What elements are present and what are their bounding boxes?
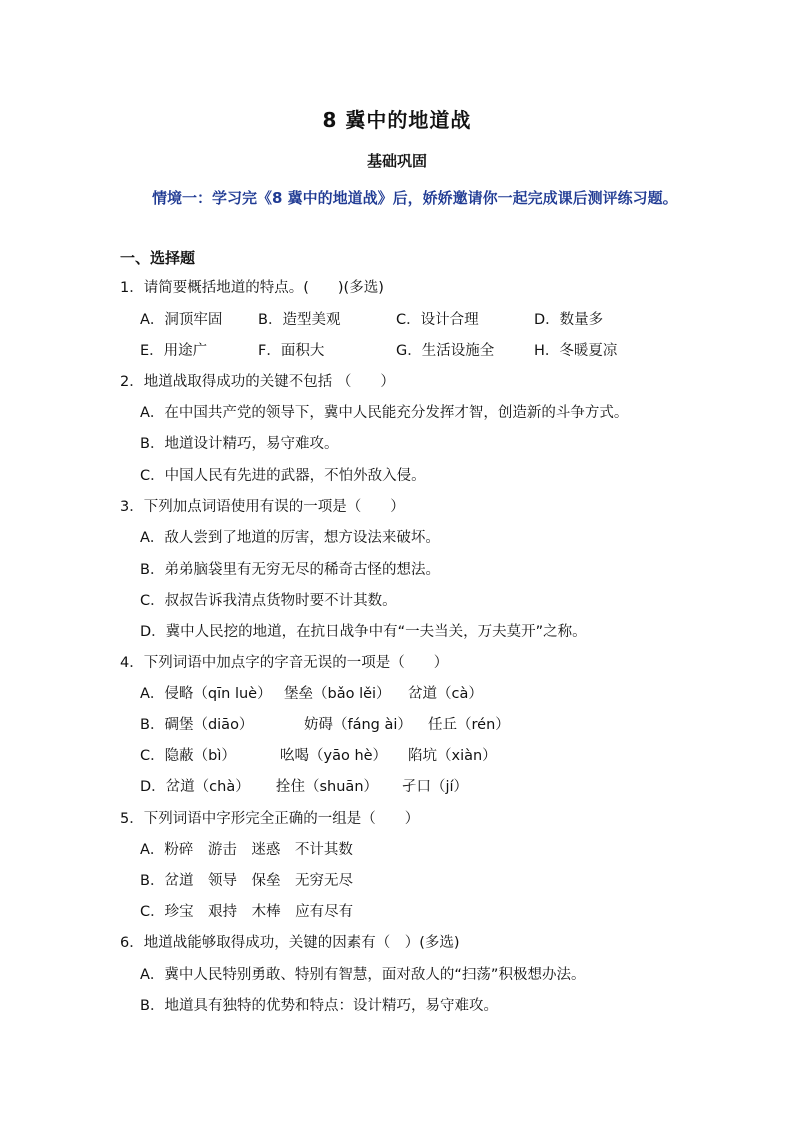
option: D．冀中人民挖的地道，在抗日战争中有“一夫当关，万夫莫开”之称。 [140,624,587,640]
option-word: 堡垒（bǎo lěi） [284,686,391,702]
option: F．面积大 [258,343,325,359]
option: D．数量多 [534,312,604,328]
option: B．碉堡（diāo） [140,717,254,733]
option-word: 拴住（shuān） [276,779,379,795]
option: A．敌人尝到了地道的厉害，想方设法来破坏。 [140,530,440,546]
option: B．造型美观 [258,312,341,328]
option: C．珍宝 艰持 木棒 应有尽有 [140,904,354,920]
option: B．岔道 领导 保垒 无穷无尽 [140,873,353,889]
question-stem: 5．下列词语中字形完全正确的一组是（ ） [120,811,420,827]
option-word: 岔道（cà） [408,686,483,702]
option: A．粉碎 游击 迷惑 不计其数 [140,842,353,858]
question-stem: 4．下列词语中加点字的字音无误的一项是（ ） [120,655,449,671]
option: B．弟弟脑袋里有无穷无尽的稀奇古怪的想法。 [140,562,440,578]
question-stem: 1．请简要概括地道的特点。( )(多选) [120,280,384,296]
context-paragraph: 情境一：学习完《8 冀中的地道战》后，娇娇邀请你一起完成课后测评练习题。 [152,189,678,207]
option: D．岔道（chà） [140,779,250,795]
option-word: 妨碍（fáng ài） [304,717,412,733]
question-stem: 2．地道战取得成功的关键不包括 （ ） [120,374,395,390]
option-row [140,310,680,330]
option: H．冬暖夏凉 [534,343,618,359]
option: B．地道设计精巧，易守难攻。 [140,436,339,452]
section-heading: 一、选择题 [120,249,196,267]
option: A．冀中人民特别勇敢、特别有智慧，面对敌人的“扫荡”积极想办法。 [140,967,586,983]
question-stem: 3．下列加点词语使用有误的一项是（ ） [120,499,405,515]
option-row [140,777,680,797]
option: G．生活设施全 [396,343,495,359]
option: E．用途广 [140,343,208,359]
option-row [140,684,680,704]
option-row [140,715,680,735]
option: C．中国人民有先进的武器，不怕外敌入侵。 [140,468,426,484]
option: C．叔叔告诉我清点货物时要不计其数。 [140,593,397,609]
option-word: 吆喝（yāo hè） [280,748,388,764]
option: C．隐蔽（bì） [140,748,236,764]
option-word: 任丘（rén） [428,717,510,733]
option-word: 陷坑（xiàn） [408,748,497,764]
option-row [140,341,680,361]
option: A．洞顶牢固 [140,312,223,328]
section-subtitle: 基础巩固 [366,152,427,170]
option: A．侵略（qīn luè） [140,686,272,702]
option: A．在中国共产党的领导下，冀中人民能充分发挥才智，创造新的斗争方式。 [140,405,629,421]
option: B．地道具有独特的优势和特点：设计精巧，易守难攻。 [140,998,498,1014]
option: C．设计合理 [396,312,479,328]
page-title: 8 冀中的地道战 [322,108,472,132]
option-word: 孑口（jí） [402,779,469,795]
question-stem: 6．地道战能够取得成功，关键的因素有（ ）(多选) [120,935,460,951]
option-row [140,746,680,766]
